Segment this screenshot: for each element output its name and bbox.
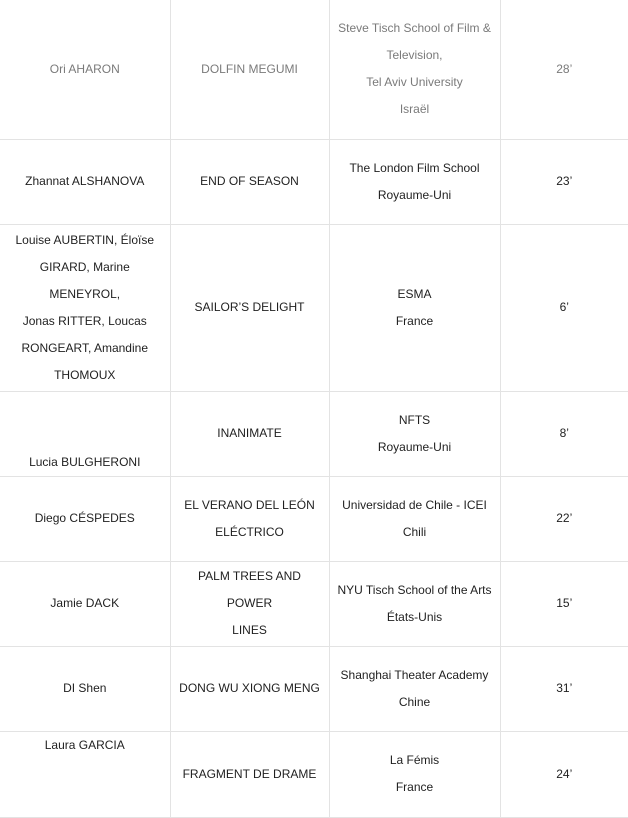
duration: 22’	[556, 511, 573, 525]
title-cell	[170, 561, 329, 646]
film-title: ELÉCTRICO	[215, 524, 284, 539]
title-cell	[170, 731, 329, 817]
duration-cell	[500, 224, 628, 391]
director-name: Zhannat ALSHANOVA	[25, 174, 145, 188]
duration-cell	[500, 476, 628, 561]
school-line: NFTS	[398, 412, 431, 427]
duration-cell	[500, 139, 628, 224]
duration: 31’	[556, 681, 573, 695]
school-line: Shanghai Theater Academy	[340, 667, 489, 682]
title-cell	[170, 139, 329, 224]
school-cell	[329, 731, 500, 817]
school-country: Chine	[398, 694, 431, 709]
school-country: Royaume-Uni	[377, 187, 452, 202]
school-country: Chili	[402, 524, 427, 539]
school-cell	[329, 224, 500, 391]
director-cell	[0, 476, 170, 561]
school-country: Royaume-Uni	[377, 439, 452, 454]
director-name: THOMOUX	[54, 367, 116, 382]
film-title: SAILOR’S DELIGHT	[194, 300, 305, 314]
school-cell	[329, 391, 500, 476]
director-name: Ori AHARON	[49, 61, 120, 76]
film-title: EL VERANO DEL LEÓN	[184, 497, 315, 512]
director-name: Jamie DACK	[50, 596, 120, 610]
film-title: PALM TREES AND POWER	[198, 569, 301, 610]
duration: 24’	[556, 766, 573, 781]
school-cell	[329, 646, 500, 731]
director-name: Lucia BULGHERONI	[29, 454, 141, 469]
duration: 15’	[556, 596, 573, 610]
table-row	[0, 646, 628, 731]
school-cell	[329, 476, 500, 561]
director-cell	[0, 0, 170, 139]
director-cell	[0, 391, 170, 476]
director-name: RONGEART, Amandine	[21, 340, 148, 355]
duration: 8’	[559, 426, 569, 440]
director-cell	[0, 139, 170, 224]
director-name: Jonas RITTER, Loucas	[22, 313, 147, 328]
duration-cell	[500, 391, 628, 476]
title-cell	[170, 391, 329, 476]
school-country: France	[395, 313, 434, 328]
film-title: LINES	[232, 623, 267, 637]
title-cell	[170, 646, 329, 731]
title-cell	[170, 476, 329, 561]
director-cell	[0, 731, 170, 817]
school-country: États-Unis	[386, 609, 443, 624]
table-row	[0, 391, 628, 476]
school-line: Steve Tisch School of Film &	[338, 21, 491, 36]
director-name: Louise AUBERTIN, Éloïse	[15, 232, 154, 247]
school-cell	[329, 561, 500, 646]
school-line: Television,	[386, 48, 443, 63]
film-title: DONG WU XIONG MENG	[179, 681, 320, 695]
director-name: DI Shen	[63, 681, 107, 695]
school-cell	[329, 0, 500, 139]
director-name: GIRARD, Marine MENEYROL,	[39, 259, 130, 301]
table-row	[0, 561, 628, 646]
school-country: Israël	[399, 102, 430, 117]
film-title: INANIMATE	[217, 426, 282, 440]
school-line: NYU Tisch School of the Arts	[337, 582, 492, 597]
school-line: The London Film School	[349, 160, 480, 175]
director-cell	[0, 224, 170, 391]
table-row	[0, 476, 628, 561]
film-title: DOLFIN MEGUMI	[201, 61, 298, 76]
duration-cell	[500, 731, 628, 817]
director-cell	[0, 646, 170, 731]
duration-cell	[500, 0, 628, 139]
director-name: Laura GARCIA	[44, 737, 125, 752]
duration: 28’	[556, 61, 573, 76]
film-title: END OF SEASON	[200, 174, 299, 188]
school-line: Tel Aviv University	[366, 75, 463, 90]
table-row	[0, 0, 628, 139]
school-line: ESMA	[397, 286, 432, 301]
school-line: La Fémis	[389, 753, 440, 767]
director-cell	[0, 561, 170, 646]
duration-cell	[500, 561, 628, 646]
school-line: Universidad de Chile - ICEI	[342, 497, 487, 512]
duration-cell	[500, 646, 628, 731]
duration: 23’	[556, 174, 573, 188]
table-row	[0, 139, 628, 224]
school-cell	[329, 139, 500, 224]
title-cell	[170, 0, 329, 139]
table-row	[0, 224, 628, 391]
duration: 6’	[559, 300, 569, 314]
table-row	[0, 731, 628, 817]
film-title: FRAGMENT DE DRAME	[182, 766, 317, 781]
director-name: Diego CÉSPEDES	[34, 511, 135, 525]
title-cell	[170, 224, 329, 391]
school-country: France	[395, 780, 434, 794]
